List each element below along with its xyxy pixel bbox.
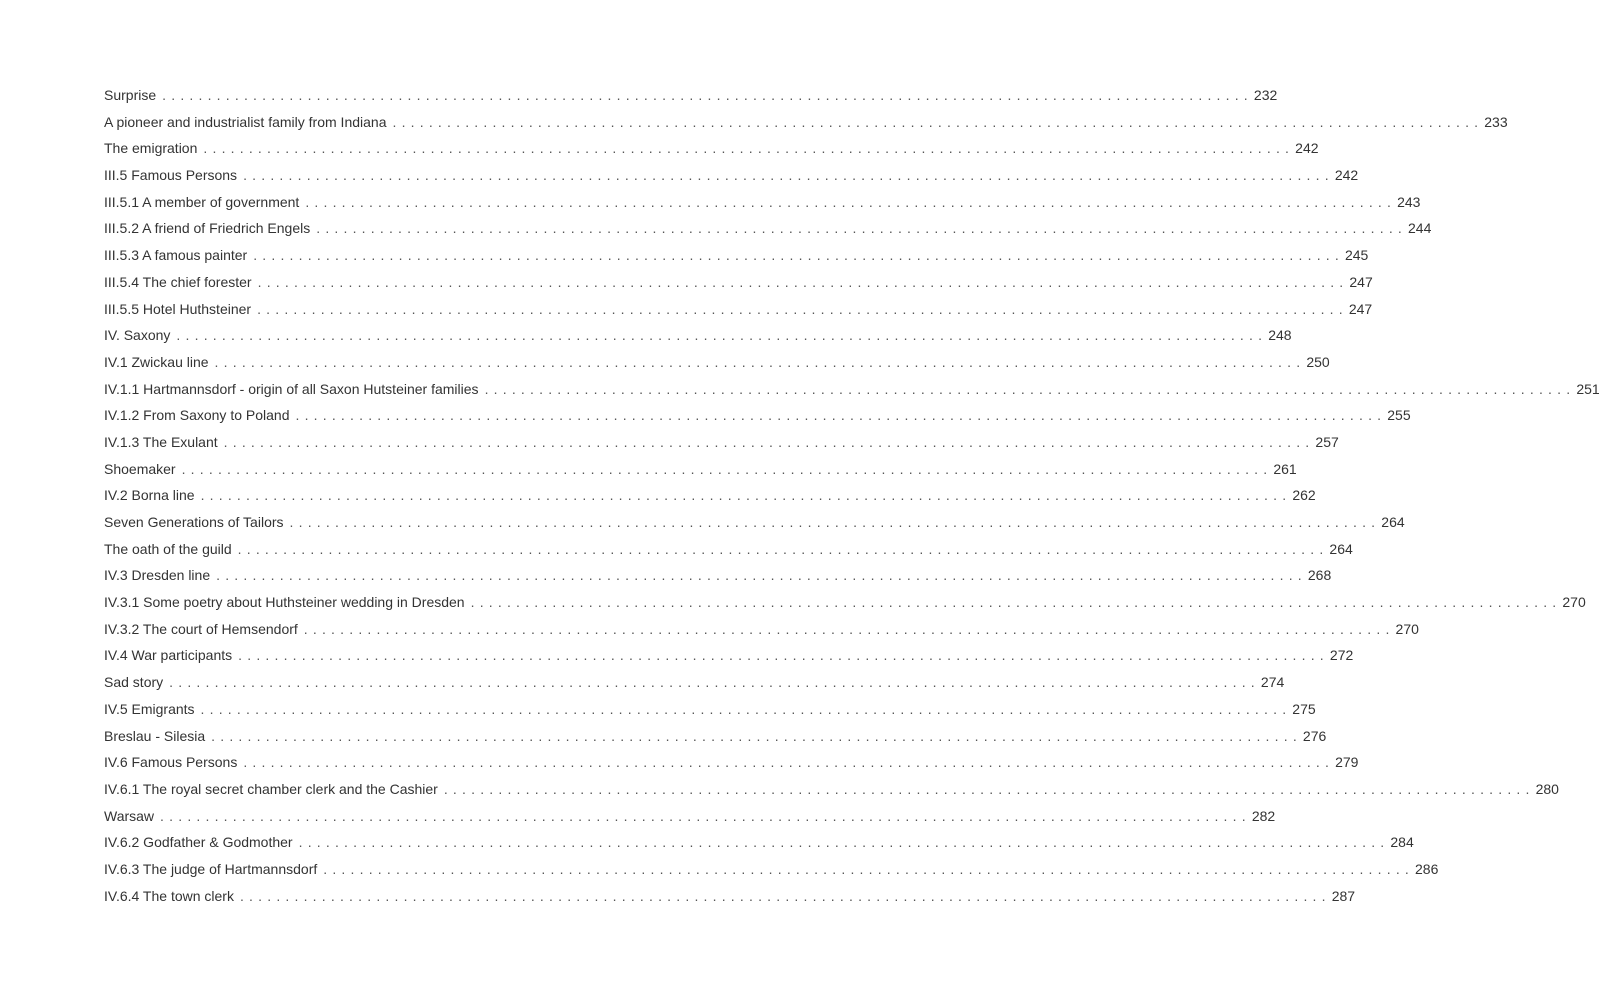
dot-leader: ........................................................................................................................ xyxy=(162,87,1253,103)
toc-entry-title: III.5.1 A member of government xyxy=(104,193,300,210)
dot-leader: ........................................................................................................................ xyxy=(484,380,1576,397)
dot-leader: ........................................................................................................................ xyxy=(257,273,1349,290)
toc-entry-title: IV.6.4 The town clerk xyxy=(104,887,234,904)
dot-leader: ........................................................................................................................ xyxy=(305,193,1397,210)
toc-entry-page-number: 233 xyxy=(1484,113,1508,130)
toc-entry-page-number: 270 xyxy=(1395,620,1419,637)
toc-entry[interactable] xyxy=(104,245,1369,272)
dot-leader: ........................................................................................................................ xyxy=(443,780,1535,797)
toc-entry-title: Surprise xyxy=(104,87,157,103)
dot-leader: ........................................................................................................................ xyxy=(181,460,1273,477)
toc-entry-page-number: 244 xyxy=(1408,220,1432,237)
toc-entry[interactable] xyxy=(104,459,1297,486)
toc-entry-page-number: 287 xyxy=(1331,887,1356,904)
dot-leader: ........................................................................................................................ xyxy=(169,674,1260,691)
dot-leader: ........................................................................................................................ xyxy=(253,247,1344,264)
toc-entry[interactable] xyxy=(104,432,1339,459)
dot-leader: ........................................................................................................................ xyxy=(176,327,1268,344)
toc-entry-page-number: 257 xyxy=(1315,433,1339,450)
toc-entry-title: IV.1.1 Hartmannsdorf - origin of all Saxon Hutsteiner families xyxy=(104,380,479,397)
dot-leader: ........................................................................................................................ xyxy=(303,620,1395,637)
toc-entry[interactable] xyxy=(104,859,1439,886)
toc-entry-page-number: 261 xyxy=(1273,460,1297,477)
toc-entry-title: IV.1.3 The Exulant xyxy=(104,433,218,450)
toc-entry[interactable] xyxy=(104,325,1292,352)
toc-entry-page-number: 248 xyxy=(1268,327,1292,344)
toc-entry[interactable] xyxy=(104,619,1419,646)
dot-leader: ........................................................................................................................ xyxy=(200,487,1292,504)
toc-entry[interactable] xyxy=(104,192,1421,219)
toc-entry-title: IV.2 Borna line xyxy=(104,487,195,504)
dot-leader: ........................................................................................................................ xyxy=(295,407,1387,424)
toc-entry[interactable] xyxy=(104,645,1354,672)
toc-entry-page-number: 284 xyxy=(1390,834,1414,851)
dot-leader: ........................................................................................................................ xyxy=(239,887,1331,904)
toc-entry-title: IV. Saxony xyxy=(104,327,171,344)
toc-entry-page-number: 275 xyxy=(1292,700,1316,717)
dot-leader: ........................................................................................................................ xyxy=(238,647,1329,664)
toc-entry[interactable] xyxy=(104,112,1508,139)
dot-leader: ........................................................................................................................ xyxy=(323,860,1415,877)
dot-leader: ........................................................................................................................ xyxy=(243,167,1334,184)
toc-entry-page-number: 274 xyxy=(1260,674,1285,691)
toc-entry-title: IV.6.1 The royal secret chamber clerk and the Cashier xyxy=(104,780,438,797)
toc-entry-page-number: 282 xyxy=(1251,807,1276,824)
toc-entry-page-number: 262 xyxy=(1292,487,1316,504)
toc-entry-title: IV.6 Famous Persons xyxy=(104,754,238,771)
toc-entry[interactable] xyxy=(104,672,1285,699)
toc-entry-title: III.5.5 Hotel Huthsteiner xyxy=(104,300,252,317)
toc-entry-page-number: 245 xyxy=(1344,247,1369,264)
toc-entry[interactable] xyxy=(104,485,1316,512)
toc-entry-page-number: 272 xyxy=(1329,647,1354,664)
toc-entry-title: IV.5 Emigrants xyxy=(104,700,195,717)
toc-entry-title: IV.3.2 The court of Hemsendorf xyxy=(104,620,298,637)
toc-entry-title: Sad story xyxy=(104,674,164,691)
toc-entry-title: The oath of the guild xyxy=(104,540,232,557)
dot-leader: ........................................................................................................................ xyxy=(211,727,1302,744)
toc-entry[interactable] xyxy=(104,779,1559,806)
table-of-contents xyxy=(104,85,1600,912)
toc-entry[interactable] xyxy=(104,272,1373,299)
toc-entry-title: III.5.4 The chief forester xyxy=(104,273,252,290)
toc-entry-page-number: 247 xyxy=(1348,300,1373,317)
toc-entry-title: Shoemaker xyxy=(104,460,176,477)
dot-leader: ........................................................................................................................ xyxy=(257,300,1348,317)
toc-entry[interactable] xyxy=(104,352,1330,379)
toc-entry[interactable] xyxy=(104,565,1332,592)
toc-entry[interactable] xyxy=(104,752,1359,779)
toc-entry-page-number: 264 xyxy=(1329,540,1353,557)
toc-entry-page-number: 242 xyxy=(1334,167,1359,184)
toc-entry-page-number: 242 xyxy=(1295,140,1319,157)
toc-entry-title: III.5.2 A friend of Friedrich Engels xyxy=(104,220,311,237)
toc-entry-title: IV.3.1 Some poetry about Huthsteiner wedding in Dresden xyxy=(104,594,465,611)
toc-entry-title: Breslau - Silesia xyxy=(104,727,206,744)
toc-entry-page-number: 264 xyxy=(1381,514,1405,530)
toc-entry-title: III.5.3 A famous painter xyxy=(104,247,248,264)
toc-entry-page-number: 243 xyxy=(1397,193,1421,210)
toc-entry[interactable] xyxy=(104,405,1411,432)
dot-leader: ........................................................................................................................ xyxy=(203,140,1295,157)
toc-entry-page-number: 286 xyxy=(1415,860,1439,877)
dot-leader: ........................................................................................................................ xyxy=(316,220,1407,237)
toc-entry-title: IV.6.2 Godfather & Godmother xyxy=(104,834,293,851)
toc-entry[interactable] xyxy=(104,592,1586,619)
toc-entry[interactable] xyxy=(104,379,1600,406)
dot-leader: ........................................................................................................................ xyxy=(216,567,1307,584)
dot-leader: ........................................................................................................................ xyxy=(160,807,1251,824)
toc-entry-page-number: 279 xyxy=(1335,754,1359,771)
toc-entry-page-number: 268 xyxy=(1307,567,1332,584)
toc-entry[interactable] xyxy=(104,539,1353,566)
toc-entry-page-number: 255 xyxy=(1387,407,1411,424)
dot-leader: ........................................................................................................................ xyxy=(200,700,1292,717)
toc-entry[interactable] xyxy=(104,85,1278,112)
dot-leader: ........................................................................................................................ xyxy=(223,433,1315,450)
toc-entry-title: IV.4 War participants xyxy=(104,647,233,664)
toc-entry-title: IV.6.3 The judge of Hartmannsdorf xyxy=(104,860,318,877)
toc-entry-page-number: 276 xyxy=(1302,727,1327,744)
dot-leader: ........................................................................................................................ xyxy=(470,594,1562,611)
toc-entry-page-number: 250 xyxy=(1306,353,1330,370)
dot-leader: ........................................................................................................................ xyxy=(237,540,1329,557)
toc-entry-title: The emigration xyxy=(104,140,198,157)
toc-entry-page-number: 251 xyxy=(1576,380,1600,397)
toc-entry[interactable] xyxy=(104,138,1319,165)
dot-leader: ........................................................................................................................ xyxy=(289,514,1381,530)
toc-entry[interactable] xyxy=(104,218,1432,245)
toc-entry-title: III.5 Famous Persons xyxy=(104,167,238,184)
toc-entry-title: Warsaw xyxy=(104,807,155,824)
toc-entry-title: IV.3 Dresden line xyxy=(104,567,211,584)
toc-entry-page-number: 270 xyxy=(1562,594,1586,611)
toc-entry-title: IV.1 Zwickau line xyxy=(104,353,209,370)
toc-entry[interactable] xyxy=(104,886,1356,913)
toc-entry[interactable] xyxy=(104,832,1414,859)
toc-entry[interactable] xyxy=(104,726,1327,753)
toc-entry[interactable] xyxy=(104,299,1373,326)
toc-entry-page-number: 247 xyxy=(1349,273,1373,290)
dot-leader: ........................................................................................................................ xyxy=(214,353,1306,370)
toc-entry[interactable] xyxy=(104,806,1276,833)
toc-entry[interactable] xyxy=(104,165,1359,192)
toc-entry-title: IV.1.2 From Saxony to Poland xyxy=(104,407,290,424)
toc-entry[interactable] xyxy=(104,699,1316,726)
toc-entry-page-number: 232 xyxy=(1253,87,1278,103)
toc-entry-title: A pioneer and industrialist family from Indiana xyxy=(104,113,387,130)
dot-leader: ........................................................................................................................ xyxy=(298,834,1390,851)
dot-leader: ........................................................................................................................ xyxy=(243,754,1335,771)
toc-entry-title: Seven Generations of Tailors xyxy=(104,514,284,530)
toc-entry-page-number: 280 xyxy=(1535,780,1559,797)
toc-entry[interactable] xyxy=(104,512,1405,539)
dot-leader: ........................................................................................................................ xyxy=(392,113,1484,130)
